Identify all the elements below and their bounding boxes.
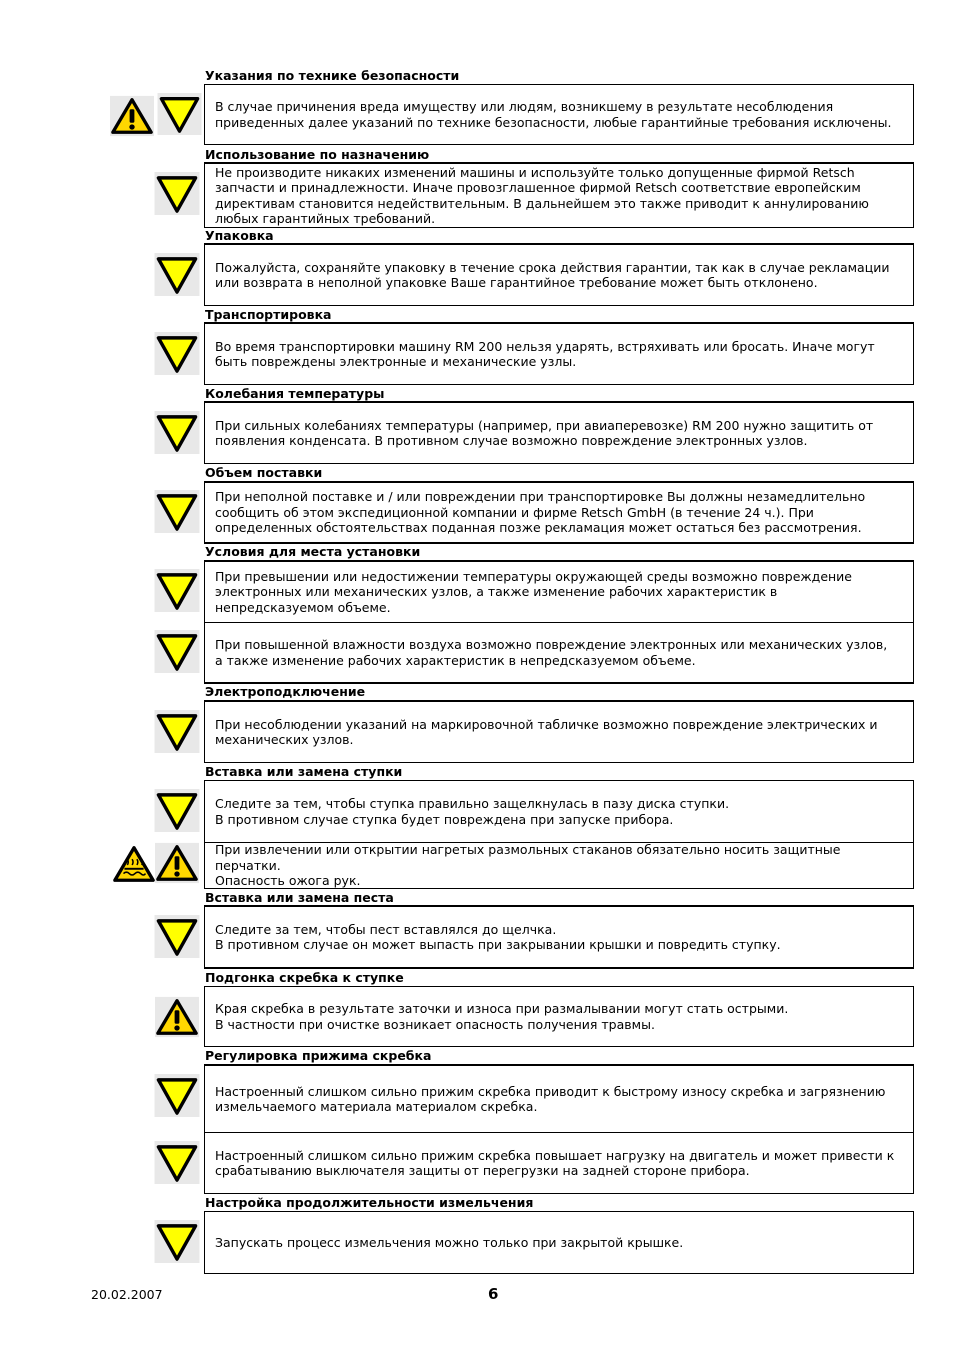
text-box-scraper-motor (204, 1132, 914, 1194)
text-box-safety (204, 84, 914, 145)
text-box-electrical (204, 700, 914, 763)
text-box-scraper-wear (204, 1064, 914, 1133)
section-heading-electrical: Электроподключение (205, 684, 366, 699)
section-heading-temperature: Колебания температуры (205, 386, 385, 401)
text-box-transport (204, 322, 914, 385)
section-heading-transport: Транспортировка (205, 307, 332, 322)
text-line: измельчаемого материала материалом скребка. (215, 1099, 538, 1114)
section-heading-scraper-fit: Подгонка скребка к ступке (205, 970, 404, 985)
page-number: 6 (488, 1285, 499, 1303)
text-line: Следите за тем, чтобы ступка правильно защелкнулась в пазу диска ступки. (215, 796, 730, 811)
text-line: появления конденсата. В противном случае возможно повреждение электронных узлов. (215, 433, 808, 448)
text-line: Пожалуйста, сохраняйте упаковку в течение срока действия гарантии, так как в случае рекламации (215, 259, 890, 275)
section-heading-grinding-time: Настройка продолжительности измельчения (205, 1195, 534, 1210)
text-line: Не производите никаких изменений машины и используйте только допущенные фирмой Retsch (215, 164, 855, 180)
text-line: запчасти и принадлежности. Иначе провозглашенное фирмой Retsch соответствие европейским (215, 180, 861, 195)
text-line: директивам становится недействительным. В дальнейшем это также приводит к аннулированию (215, 195, 869, 211)
text-box-intended-use (204, 162, 914, 228)
text-line: сообщить об этом экспедиционной компании и фирме Retsch GmbH (в течение 24 ч.). При (215, 504, 814, 520)
section-heading-pestle: Вставка или замена песта (205, 890, 394, 905)
text-line: быть повреждены электронные и механические узлы. (215, 354, 577, 369)
text-line: При несоблюдении указаний на маркировочной табличке возможно повреждение электрических и (215, 716, 878, 732)
warning-triangle-icon (110, 95, 154, 137)
text-line: определенных обстоятельствах поданная позже рекламация может остаться без рассмотрения. (215, 520, 862, 536)
caution-triangle-icon (153, 490, 201, 533)
caution-triangle-icon (153, 332, 201, 375)
text-line: перчатки. (215, 857, 281, 873)
caution-triangle-icon (153, 569, 201, 612)
caution-triangle-icon (153, 172, 201, 215)
text-line: В случае причинения вреда имуществу или людям, возникшему в результате несоблюдения (215, 99, 834, 114)
caution-triangle-icon (153, 630, 201, 673)
text-line: срабатыванию выключателя защиты от перегрузки на задней стороне прибора. (215, 1163, 750, 1178)
text-line: Запускать процесс измельчения можно только при закрытой крышке. (215, 1234, 684, 1250)
text-box-temperature (204, 401, 914, 464)
caution-triangle-icon (153, 915, 201, 958)
text-line: механических узлов. (215, 732, 354, 747)
text-line: При извлечении или открытии нагретых размольных стаканов обязательно носить защитные (215, 842, 841, 858)
text-box-mortar-insert (204, 780, 914, 843)
warning-triangle-icon (155, 842, 199, 884)
caution-triangle-icon (153, 789, 201, 832)
text-line: При превышении или недостижении температуры окружающей среды возможно повреждение (215, 568, 852, 584)
caution-triangle-icon (153, 1074, 201, 1117)
section-heading-packaging: Упаковка (205, 228, 274, 243)
text-line: Следите за тем, чтобы пест вставлялся до щелчка. (215, 921, 557, 937)
text-line: При сильных колебаниях температуры (например, при авиаперевозке) RM 200 нужно защитить от (215, 417, 874, 433)
text-line: Опасность ожога рук. (215, 873, 361, 889)
footer-date: 20.02.2007 (91, 1287, 163, 1302)
section-heading-safety: Указания по технике безопасности (205, 68, 460, 83)
text-box-mortar-hot (204, 842, 914, 889)
text-box-grinding-time (204, 1211, 914, 1274)
text-box-packaging (204, 243, 914, 306)
section-heading-delivery: Объем поставки (205, 465, 323, 480)
section-heading-mortar: Вставка или замена ступки (205, 764, 403, 779)
text-box-delivery (204, 481, 914, 544)
text-line: Настроенный слишком сильно прижим скребка повышает нагрузку на двигатель и может привести к (215, 1147, 895, 1163)
text-box-installation-humidity (204, 622, 914, 684)
caution-triangle-icon (157, 93, 202, 135)
text-box-scraper-fit (204, 986, 914, 1047)
caution-triangle-icon (153, 411, 201, 454)
text-line: любых гарантийных требований. (215, 211, 436, 226)
text-line: Края скребка в результате заточки и износа при размалывании могут стать острыми. (215, 1001, 789, 1016)
section-heading-scraper-pressure: Регулировка прижима скребка (205, 1048, 432, 1063)
text-line: а также изменение рабочих характеристик в непредсказуемом объеме. (215, 652, 696, 668)
text-box-installation-temperature (204, 560, 914, 623)
hot-surface-icon (112, 843, 156, 885)
text-line: непредсказуемом объеме. (215, 599, 391, 615)
caution-triangle-icon (153, 1141, 201, 1184)
warning-triangle-icon (155, 996, 199, 1038)
text-line: При повышенной влажности воздуха возможно повреждение электронных или механических узлов, (215, 637, 888, 652)
text-line: Во время транспортировки машину RM 200 нельзя ударять, встряхивать или бросать. Иначе могут (215, 338, 875, 354)
caution-triangle-icon (153, 710, 201, 753)
caution-triangle-icon (153, 253, 201, 296)
text-line: электронных или механических узлов, а также изменение рабочих характеристик в (215, 584, 778, 600)
text-line: В противном случае ступка будет повреждена при запуске прибора. (215, 811, 674, 827)
caution-triangle-icon (153, 1220, 201, 1263)
text-line: приведенных далее указаний по технике безопасности, любые гарантийные требования исключены. (215, 114, 892, 130)
section-heading-installation: Условия для места установки (205, 544, 421, 559)
text-line: При неполной поставке и / или повреждении при транспортировке Вы должны незамедлительно (215, 489, 866, 505)
text-line: или возврата в неполной упаковке Ваше гарантийное требование может быть отклонено. (215, 275, 818, 290)
text-line: В противном случае он может выпасть при закрывании крышки и повредить ступку. (215, 937, 781, 952)
text-box-pestle (204, 905, 914, 969)
text-line: Настроенный слишком сильно прижим скребка приводит к быстрому износу скребка и загрязнению (215, 1083, 886, 1099)
text-line: В частности при очистке возникает опасность получения травмы. (215, 1016, 655, 1032)
section-heading-intended-use: Использование по назначению (205, 147, 430, 162)
